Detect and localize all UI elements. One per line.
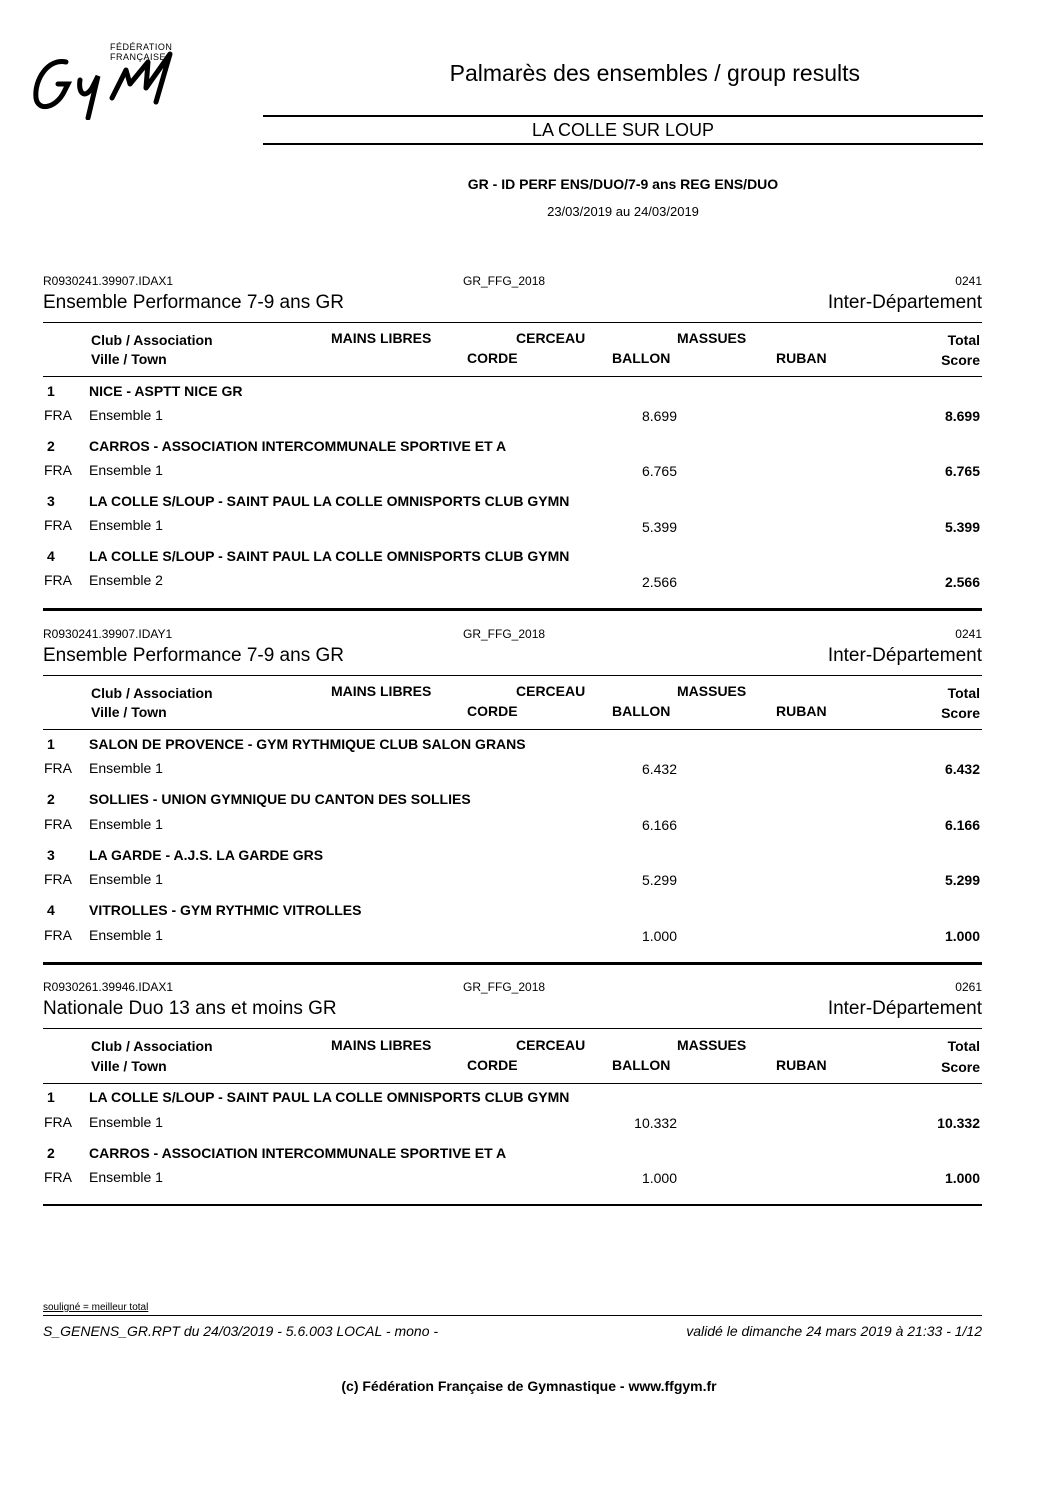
col-total: Total xyxy=(947,1038,980,1054)
col-massues: MASSUES xyxy=(677,1037,747,1053)
rank: 2 xyxy=(47,791,55,807)
divider xyxy=(43,1083,982,1084)
rank: 4 xyxy=(47,548,55,564)
ensemble-name: Ensemble 1 xyxy=(89,927,163,943)
col-mains-libres: MAINS LIBRES xyxy=(331,683,432,699)
club-name: CARROS - ASSOCIATION INTERCOMMUNALE SPORTIVE ET A xyxy=(89,438,507,454)
ensemble-name: Ensemble 1 xyxy=(89,407,163,423)
col-ballon: BALLON xyxy=(612,703,671,719)
ensemble-name: Ensemble 1 xyxy=(89,816,163,832)
divider xyxy=(43,729,982,730)
total-score: 10.332 xyxy=(937,1115,980,1131)
club-name: LA GARDE - A.J.S. LA GARDE GRS xyxy=(89,847,324,863)
level-title: Inter-Département xyxy=(827,292,982,313)
col-corde: CORDE xyxy=(467,350,518,366)
total-score: 6.765 xyxy=(944,463,980,479)
divider xyxy=(43,675,982,676)
club-name: LA COLLE S/LOUP - SAINT PAUL LA COLLE OMNISPORTS CLUB GYMN xyxy=(89,1089,570,1105)
col-score: Score xyxy=(941,705,980,721)
block-number: 0241 xyxy=(955,274,982,288)
legend-note: souligné = meilleur total xyxy=(43,1302,149,1313)
col-massues: MASSUES xyxy=(677,683,747,699)
total-score: 5.299 xyxy=(944,872,980,888)
divider xyxy=(43,1028,982,1029)
ballon-score: 1.000 xyxy=(641,1170,677,1186)
rank: 1 xyxy=(47,383,55,399)
total-score: 1.000 xyxy=(944,928,980,944)
footer-divider xyxy=(43,1315,982,1316)
nation: FRA xyxy=(44,517,72,533)
ensemble-name: Ensemble 1 xyxy=(89,1169,163,1185)
category-title: Nationale Duo 13 ans et moins GR xyxy=(43,998,337,1019)
col-ballon: BALLON xyxy=(612,1057,671,1073)
club-name: SOLLIES - UNION GYMNIQUE DU CANTON DES SOLLIES xyxy=(89,791,471,807)
divider xyxy=(263,115,983,117)
ensemble-name: Ensemble 1 xyxy=(89,760,163,776)
nation: FRA xyxy=(44,462,72,478)
venue-name: LA COLLE SUR LOUP xyxy=(531,120,715,140)
rank: 2 xyxy=(47,1145,55,1161)
col-ballon: BALLON xyxy=(612,350,671,366)
total-score: 6.166 xyxy=(944,817,980,833)
club-name: LA COLLE S/LOUP - SAINT PAUL LA COLLE OMNISPORTS CLUB GYMN xyxy=(89,548,570,564)
col-massues: MASSUES xyxy=(677,330,747,346)
nation: FRA xyxy=(44,816,72,832)
col-mains-libres: MAINS LIBRES xyxy=(331,330,432,346)
result-block xyxy=(43,627,982,967)
club-name: SALON DE PROVENCE - GYM RYTHMIQUE CLUB SALON GRANS xyxy=(89,736,526,752)
total-score: 5.399 xyxy=(944,519,980,535)
rank: 2 xyxy=(47,438,55,454)
ballon-score: 1.000 xyxy=(641,928,677,944)
col-ruban: RUBAN xyxy=(776,1057,827,1073)
ballon-score: 10.332 xyxy=(634,1115,677,1131)
col-club: Club / Association xyxy=(91,1038,213,1054)
col-cerceau: CERCEAU xyxy=(516,330,586,346)
col-score: Score xyxy=(941,1059,980,1075)
report-info: S_GENENS_GR.RPT du 24/03/2019 - 5.6.003 LOCAL - mono - xyxy=(43,1323,439,1339)
col-town: Ville / Town xyxy=(91,1058,167,1074)
col-cerceau: CERCEAU xyxy=(516,683,586,699)
result-block xyxy=(43,980,982,1210)
ballon-score: 8.699 xyxy=(641,408,677,424)
col-score: Score xyxy=(941,352,980,368)
divider xyxy=(263,143,983,145)
nation: FRA xyxy=(44,407,72,423)
ensemble-name: Ensemble 1 xyxy=(89,517,163,533)
competition-name: GR - ID PERF ENS/DUO/7-9 ans REG ENS/DUO xyxy=(467,176,779,192)
ensemble-name: Ensemble 2 xyxy=(89,572,163,588)
category-title: Ensemble Performance 7-9 ans GR xyxy=(43,292,344,313)
nation: FRA xyxy=(44,572,72,588)
level-title: Inter-Département xyxy=(827,645,982,666)
total-score: 1.000 xyxy=(944,1170,980,1186)
copyright: (c) Fédération Française de Gymnastique - www.ffgym.fr xyxy=(341,1378,717,1394)
nation: FRA xyxy=(44,1169,72,1185)
rank: 1 xyxy=(47,1089,55,1105)
rank: 1 xyxy=(47,736,55,752)
total-score: 6.432 xyxy=(944,761,980,777)
block-brand: GR_FFG_2018 xyxy=(463,274,546,288)
col-town: Ville / Town xyxy=(91,704,167,720)
ballon-score: 6.166 xyxy=(641,817,677,833)
nation: FRA xyxy=(44,760,72,776)
block-number: 0241 xyxy=(955,627,982,641)
level-title: Inter-Département xyxy=(827,998,982,1019)
block-brand: GR_FFG_2018 xyxy=(463,980,546,994)
club-name: NICE - ASPTT NICE GR xyxy=(89,383,243,399)
club-name: LA COLLE S/LOUP - SAINT PAUL LA COLLE OMNISPORTS CLUB GYMN xyxy=(89,493,570,509)
divider xyxy=(43,322,982,323)
logo-text-top: FÉDÉRATION xyxy=(110,42,173,52)
competition-dates: 23/03/2019 au 24/03/2019 xyxy=(547,204,699,219)
ballon-score: 6.765 xyxy=(641,463,677,479)
ballon-score: 6.432 xyxy=(641,761,677,777)
ballon-score: 5.399 xyxy=(641,519,677,535)
club-name: CARROS - ASSOCIATION INTERCOMMUNALE SPORTIVE ET A xyxy=(89,1145,507,1161)
col-ruban: RUBAN xyxy=(776,350,827,366)
ensemble-name: Ensemble 1 xyxy=(89,462,163,478)
ensemble-name: Ensemble 1 xyxy=(89,1114,163,1130)
block-code: R0930241.39907.IDAX1 xyxy=(43,274,174,288)
col-total: Total xyxy=(947,685,980,701)
col-total: Total xyxy=(947,332,980,348)
col-mains-libres: MAINS LIBRES xyxy=(331,1037,432,1053)
club-name: VITROLLES - GYM RYTHMIC VITROLLES xyxy=(89,902,362,918)
col-cerceau: CERCEAU xyxy=(516,1037,586,1053)
col-town: Ville / Town xyxy=(91,351,167,367)
block-end-divider xyxy=(43,608,982,611)
nation: FRA xyxy=(44,927,72,943)
block-code: R0930241.39907.IDAY1 xyxy=(43,627,173,641)
col-ruban: RUBAN xyxy=(776,703,827,719)
total-score: 8.699 xyxy=(944,408,980,424)
validation-info: validé le dimanche 24 mars 2019 à 21:33 - 1/12 xyxy=(686,1323,982,1339)
col-corde: CORDE xyxy=(467,1057,518,1073)
block-end-divider xyxy=(43,962,982,965)
ensemble-name: Ensemble 1 xyxy=(89,871,163,887)
col-corde: CORDE xyxy=(467,703,518,719)
rank: 4 xyxy=(47,902,55,918)
ballon-score: 5.299 xyxy=(641,872,677,888)
block-brand: GR_FFG_2018 xyxy=(463,627,546,641)
page-title: Palmarès des ensembles / group results xyxy=(449,60,860,86)
ballon-score: 2.566 xyxy=(641,574,677,590)
nation: FRA xyxy=(44,1114,72,1130)
nation: FRA xyxy=(44,871,72,887)
category-title: Ensemble Performance 7-9 ans GR xyxy=(43,645,344,666)
block-code: R0930261.39946.IDAX1 xyxy=(43,980,174,994)
total-score: 2.566 xyxy=(944,574,980,590)
block-number: 0261 xyxy=(955,980,982,994)
rank: 3 xyxy=(47,847,55,863)
result-block xyxy=(43,274,982,614)
logo-text-bottom: FRANÇAISE xyxy=(110,52,167,62)
divider xyxy=(43,376,982,377)
rank: 3 xyxy=(47,493,55,509)
col-club: Club / Association xyxy=(91,332,213,348)
block-end-divider xyxy=(43,1204,982,1206)
col-club: Club / Association xyxy=(91,685,213,701)
